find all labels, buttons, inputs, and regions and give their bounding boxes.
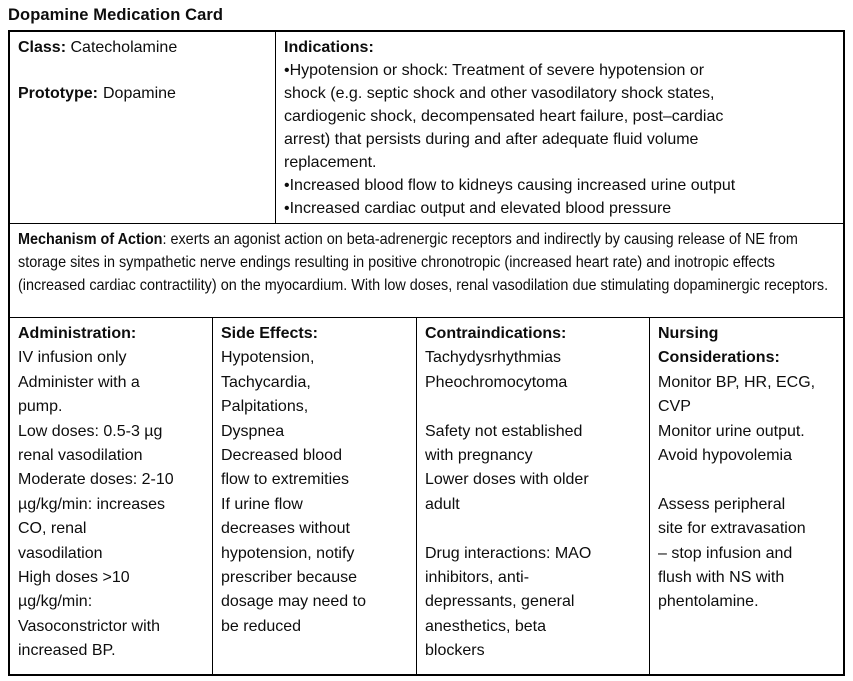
administration-heading bbox=[18, 322, 202, 346]
card-title: Dopamine Medication Card bbox=[8, 6, 224, 24]
mechanism-row bbox=[10, 224, 843, 318]
class-value: Catecholamine bbox=[70, 39, 178, 56]
text-line: Low doses: 0.5-3 µg bbox=[18, 422, 163, 440]
medication-card-table bbox=[8, 30, 845, 676]
text-line: Decreased blood bbox=[221, 447, 342, 465]
text-line bbox=[658, 468, 833, 492]
text-line: Tachycardia, bbox=[221, 373, 311, 391]
details-row bbox=[10, 318, 843, 674]
text-line: IV infusion only bbox=[18, 349, 127, 367]
text-line bbox=[425, 517, 639, 541]
side-effects-heading bbox=[221, 322, 406, 346]
text-line: pump. bbox=[18, 398, 63, 416]
text-line: vasodilation bbox=[18, 544, 103, 562]
text-line: •Increased cardiac output and elevated blood pressure bbox=[284, 200, 672, 217]
contraindications-heading bbox=[425, 322, 639, 346]
prototype-value: Dopamine bbox=[103, 85, 176, 102]
text-line: Contraindications: bbox=[425, 325, 567, 342]
text-line: phentolamine. bbox=[658, 593, 759, 611]
indications-heading: Indications: bbox=[284, 39, 374, 56]
text-line: site for extravasation bbox=[658, 520, 806, 538]
mechanism-body: : exerts an agonist action on beta-adrenergic receptors and indirectly by causing release of NE from storage sites in sympathetic nerve endings resulting in positive chronotropic (increased heart rate) and inotropic effects (increased cardiac contractility) on the myocardium. With low doses, renal vasodilation due stimulating dopaminergic receptors. bbox=[18, 231, 829, 294]
text-line: adult bbox=[425, 495, 460, 513]
class-label: Class: bbox=[18, 39, 67, 56]
text-line: – stop infusion and bbox=[658, 544, 793, 562]
text-line: flow to extremities bbox=[221, 471, 350, 489]
class-prototype-cell bbox=[10, 32, 275, 223]
text-line: Avoid hypovolemia bbox=[658, 447, 793, 465]
prototype-label: Prototype: bbox=[18, 85, 98, 102]
mechanism-text bbox=[18, 228, 833, 297]
text-line: be reduced bbox=[221, 617, 302, 635]
text-line: µg/kg/min: bbox=[18, 593, 93, 611]
text-line: Drug interactions: MAO bbox=[425, 544, 592, 562]
text-line: Dyspnea bbox=[221, 422, 285, 440]
mechanism-cell bbox=[10, 224, 843, 317]
administration-cell bbox=[10, 318, 212, 674]
text-line: Assess peripheral bbox=[658, 495, 786, 513]
text-line: flush with NS with bbox=[658, 569, 785, 587]
text-line: Palpitations, bbox=[221, 398, 309, 416]
text-line: Hypotension, bbox=[221, 349, 315, 367]
contraindications-body bbox=[425, 346, 639, 663]
class-line bbox=[18, 36, 265, 59]
text-line: Safety not established bbox=[425, 422, 583, 440]
text-line: Administer with a bbox=[18, 373, 140, 391]
contraindications-cell bbox=[416, 318, 649, 674]
text-line: shock (e.g. septic shock and other vasodilatory shock states, bbox=[284, 85, 715, 102]
text-line: decreases without bbox=[221, 520, 350, 538]
mechanism-label: Mechanism of Action bbox=[18, 231, 163, 248]
indications-body bbox=[284, 59, 833, 220]
text-line: arrest) that persists during and after adequate fluid volume bbox=[284, 131, 699, 148]
text-line: Pheochromocytoma bbox=[425, 373, 568, 391]
text-line: Vasoconstrictor with bbox=[18, 617, 160, 635]
text-line: •Hypotension or shock: Treatment of severe hypotension or bbox=[284, 62, 705, 79]
text-line: with pregnancy bbox=[425, 447, 533, 465]
text-line: depressants, general bbox=[425, 593, 575, 611]
text-line: anesthetics, beta bbox=[425, 617, 546, 635]
indications-cell bbox=[275, 32, 843, 223]
text-line: CO, renal bbox=[18, 520, 87, 538]
text-line: hypotension, notify bbox=[221, 544, 355, 562]
text-line: µg/kg/min: increases bbox=[18, 495, 166, 513]
text-line: cardiogenic shock, decompensated heart failure, post–cardiac bbox=[284, 108, 724, 125]
text-line: High doses >10 bbox=[18, 569, 130, 587]
class-indications-row bbox=[10, 32, 843, 224]
prototype-line bbox=[18, 82, 265, 105]
text-line: Side Effects: bbox=[221, 325, 318, 342]
text-line: Monitor urine output. bbox=[658, 422, 805, 440]
text-line: inhibitors, anti- bbox=[425, 569, 530, 587]
spacer-line bbox=[18, 59, 265, 82]
text-line: increased BP. bbox=[18, 642, 116, 660]
text-line: Nursing bbox=[658, 325, 719, 342]
side-effects-body bbox=[221, 346, 406, 639]
text-line: •Increased blood flow to kidneys causing increased urine output bbox=[284, 177, 736, 194]
nursing-considerations-heading bbox=[658, 322, 833, 371]
nursing-considerations-cell bbox=[649, 318, 843, 674]
nursing-considerations-body bbox=[658, 371, 833, 615]
text-line: Monitor BP, HR, ECG, bbox=[658, 373, 816, 391]
side-effects-cell bbox=[212, 318, 416, 674]
text-line: blockers bbox=[425, 642, 485, 660]
text-line bbox=[425, 395, 639, 419]
text-line: Tachydysrhythmias bbox=[425, 349, 562, 367]
text-line: Moderate doses: 2-10 bbox=[18, 471, 174, 489]
text-line: Considerations: bbox=[658, 349, 780, 367]
text-line: CVP bbox=[658, 398, 691, 416]
text-line: Administration: bbox=[18, 325, 137, 342]
text-line: replacement. bbox=[284, 154, 377, 171]
text-line: Lower doses with older bbox=[425, 471, 589, 489]
text-line: If urine flow bbox=[221, 495, 303, 513]
administration-body bbox=[18, 346, 202, 663]
text-line: prescriber because bbox=[221, 569, 358, 587]
text-line: renal vasodilation bbox=[18, 447, 143, 465]
text-line: dosage may need to bbox=[221, 593, 366, 611]
